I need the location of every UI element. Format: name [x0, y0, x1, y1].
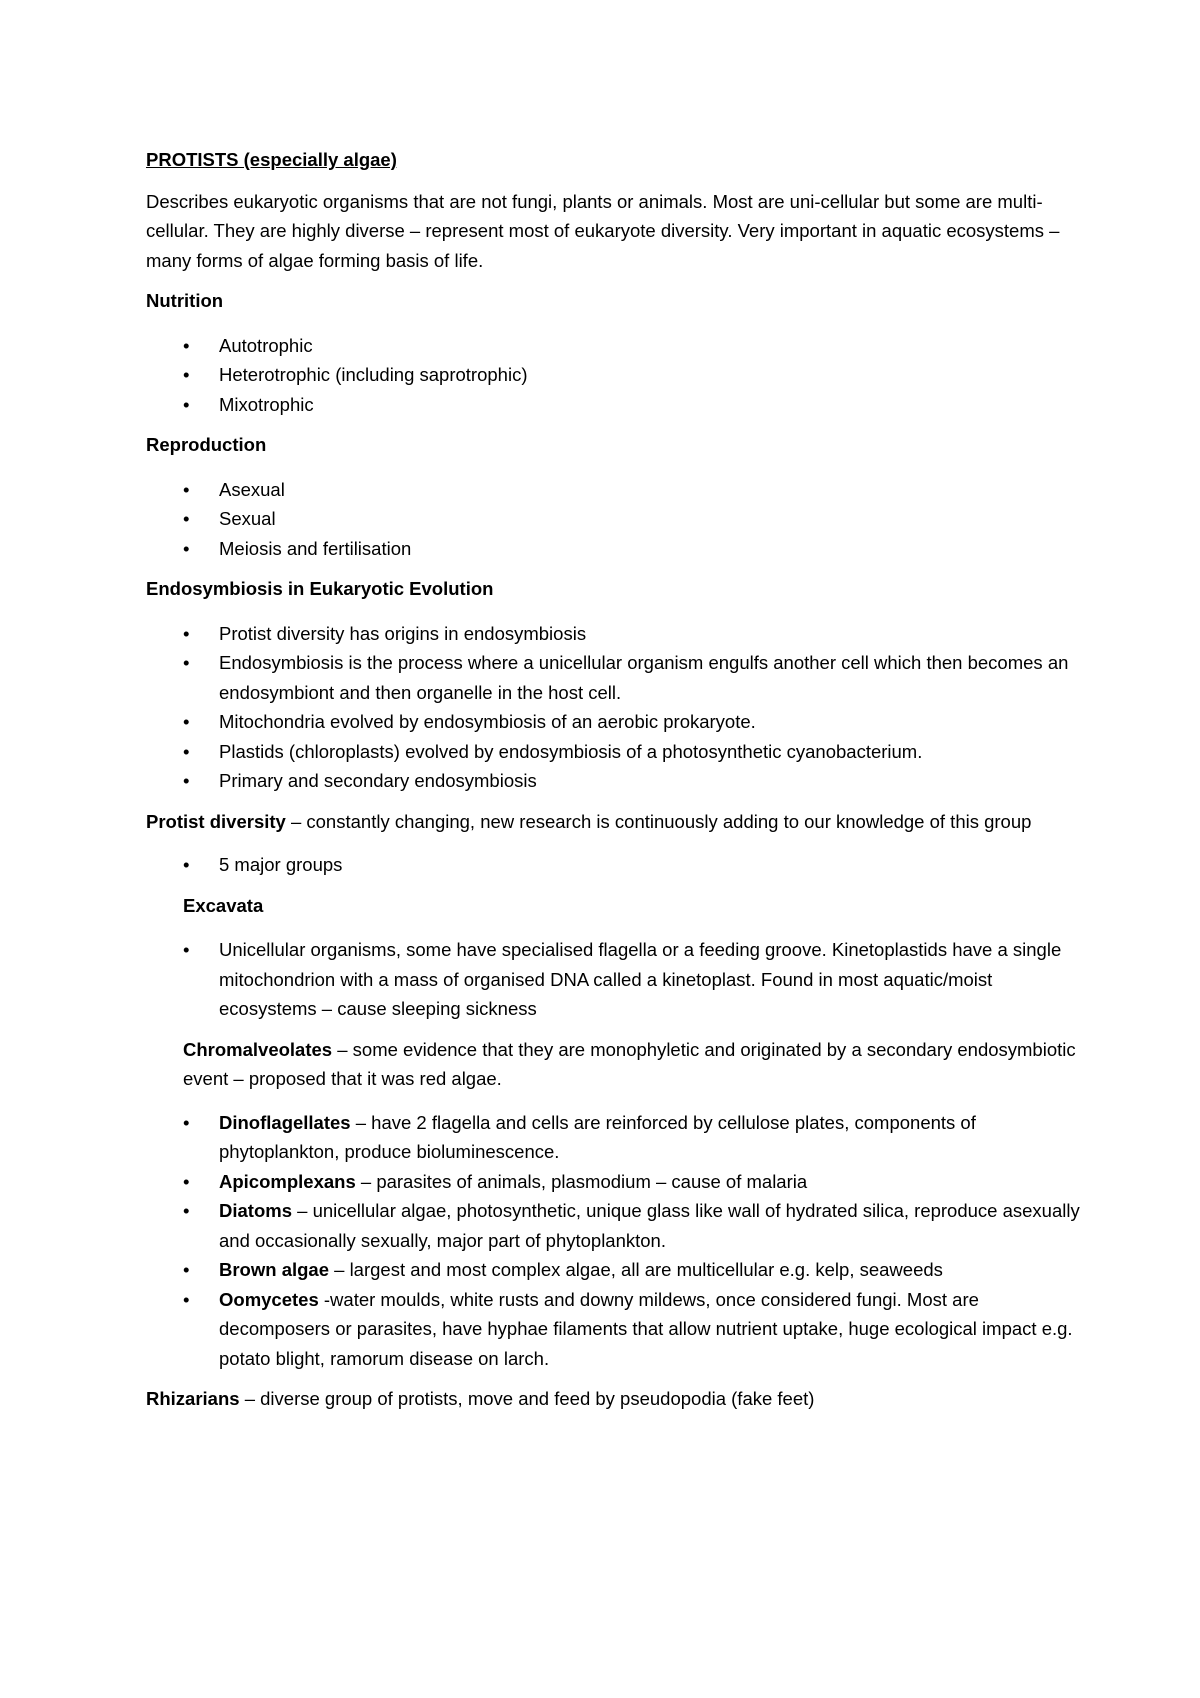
nutrition-list — [146, 331, 1086, 420]
bullet-icon: • — [183, 364, 190, 385]
bullet-icon: • — [183, 393, 190, 415]
list-item: • Protist diversity has origins in endosymbiosis — [146, 619, 1086, 649]
bullet-icon: • — [183, 1111, 190, 1133]
rhizarians-term: Rhizarians — [146, 1388, 240, 1409]
excavata-heading: Excavata — [183, 894, 264, 916]
list-item: • Primary and secondary endosymbiosis — [146, 766, 1086, 796]
excavata-list — [146, 935, 1086, 1024]
list-item: • Apicomplexans – parasites of animals, plasmodium – cause of malaria — [146, 1167, 1086, 1197]
list-item: • Unicellular organisms, some have specialised flagella or a feeding groove. Kinetoplastids have a single mitochondrion with a mass of organised DNA called a kinetoplast. Found in most aquatic/moist ecosystems – cause sleeping sickness — [146, 935, 1086, 1024]
intro-paragraph: Describes eukaryotic organisms that are not fungi, plants or animals. Most are uni-cellular but some are multi-cellular. They are highly diverse – represent most of eukaryote diversity. Very important in aquatic ecosystems – many forms of algae forming basis of life. — [146, 190, 1060, 271]
bullet-icon: • — [183, 622, 190, 644]
excavata-section — [146, 891, 1086, 921]
bullet-icon: • — [183, 508, 190, 529]
list-item: • Dinoflagellates – have 2 flagella and cells are reinforced by cellulose plates, components of phytoplankton, produce bioluminescence. — [146, 1108, 1086, 1167]
bullet-icon: • — [183, 711, 190, 732]
bullet-icon: • — [183, 652, 190, 673]
bullet-icon: • — [183, 770, 190, 791]
bullet-icon: • — [183, 1288, 190, 1310]
list-item: • Brown algae – largest and most complex algae, all are multicellular e.g. kelp, seaweeds — [146, 1255, 1086, 1285]
chromalveolates-list — [146, 1108, 1086, 1374]
list-item: • Autotrophic — [146, 331, 1086, 361]
nutrition-heading: Nutrition — [146, 290, 224, 311]
bullet-icon: • — [183, 854, 190, 875]
bullet-icon: • — [183, 939, 190, 960]
reproduction-list — [146, 475, 1086, 564]
list-item: • Endosymbiosis is the process where a unicellular organism engulfs another cell which then becomes an endosymbiont and then organelle in the host cell. — [146, 648, 1086, 707]
list-item: • 5 major groups — [146, 850, 1086, 880]
list-item: • Meiosis and fertilisation — [146, 534, 1086, 564]
endosymbiosis-list — [146, 619, 1086, 796]
bullet-icon: • — [183, 537, 190, 559]
bullet-icon: • — [183, 1259, 190, 1280]
bullet-icon: • — [183, 740, 190, 762]
rhizarians-paragraph: Rhizarians – diverse group of protists, move and feed by pseudopodia (fake feet) — [146, 1388, 815, 1409]
bullet-icon: • — [183, 478, 190, 500]
bullet-icon: • — [183, 1170, 190, 1192]
endosymbiosis-heading: Endosymbiosis in Eukaryotic Evolution — [146, 578, 494, 599]
bullet-icon: • — [183, 334, 190, 356]
chromalveolates-section — [146, 1035, 1086, 1094]
protist-diversity-term: Protist diversity — [146, 810, 286, 832]
list-item: • Plastids (chloroplasts) evolved by endosymbiosis of a photosynthetic cyanobacterium. — [146, 737, 1086, 767]
list-item: • Heterotrophic (including saprotrophic) — [146, 360, 1086, 390]
list-item: • Mixotrophic — [146, 390, 1086, 420]
list-item: • Diatoms – unicellular algae, photosynthetic, unique glass like wall of hydrated silica, reproduce asexually and occasionally sexually, major part of phytoplankton. — [146, 1196, 1086, 1255]
document-title: PROTISTS (especially algae) — [146, 149, 397, 170]
chromalveolates-term: Chromalveolates — [183, 1038, 333, 1060]
list-item: • Oomycetes -water moulds, white rusts and downy mildews, once considered fungi. Most are decomposers or parasites, have hyphae filaments that allow nutrient uptake, huge ecological impact e.g. potato blight, ramorum disease on larch. — [146, 1285, 1086, 1374]
list-item: • Mitochondria evolved by endosymbiosis of an aerobic prokaryote. — [146, 707, 1086, 737]
diversity-list — [146, 850, 1086, 880]
reproduction-heading: Reproduction — [146, 434, 267, 455]
list-item: • Asexual — [146, 475, 1086, 505]
chromalveolates-paragraph: Chromalveolates – some evidence that they are monophyletic and originated by a secondary endosymbiotic event – proposed that it was red algae. — [183, 1038, 1076, 1089]
bullet-icon: • — [183, 1200, 190, 1221]
document-body — [146, 145, 1086, 1428]
protist-diversity-paragraph: Protist diversity – constantly changing, new research is continuously adding to our knowledge of this group — [146, 810, 1032, 832]
list-item: • Sexual — [146, 504, 1086, 534]
